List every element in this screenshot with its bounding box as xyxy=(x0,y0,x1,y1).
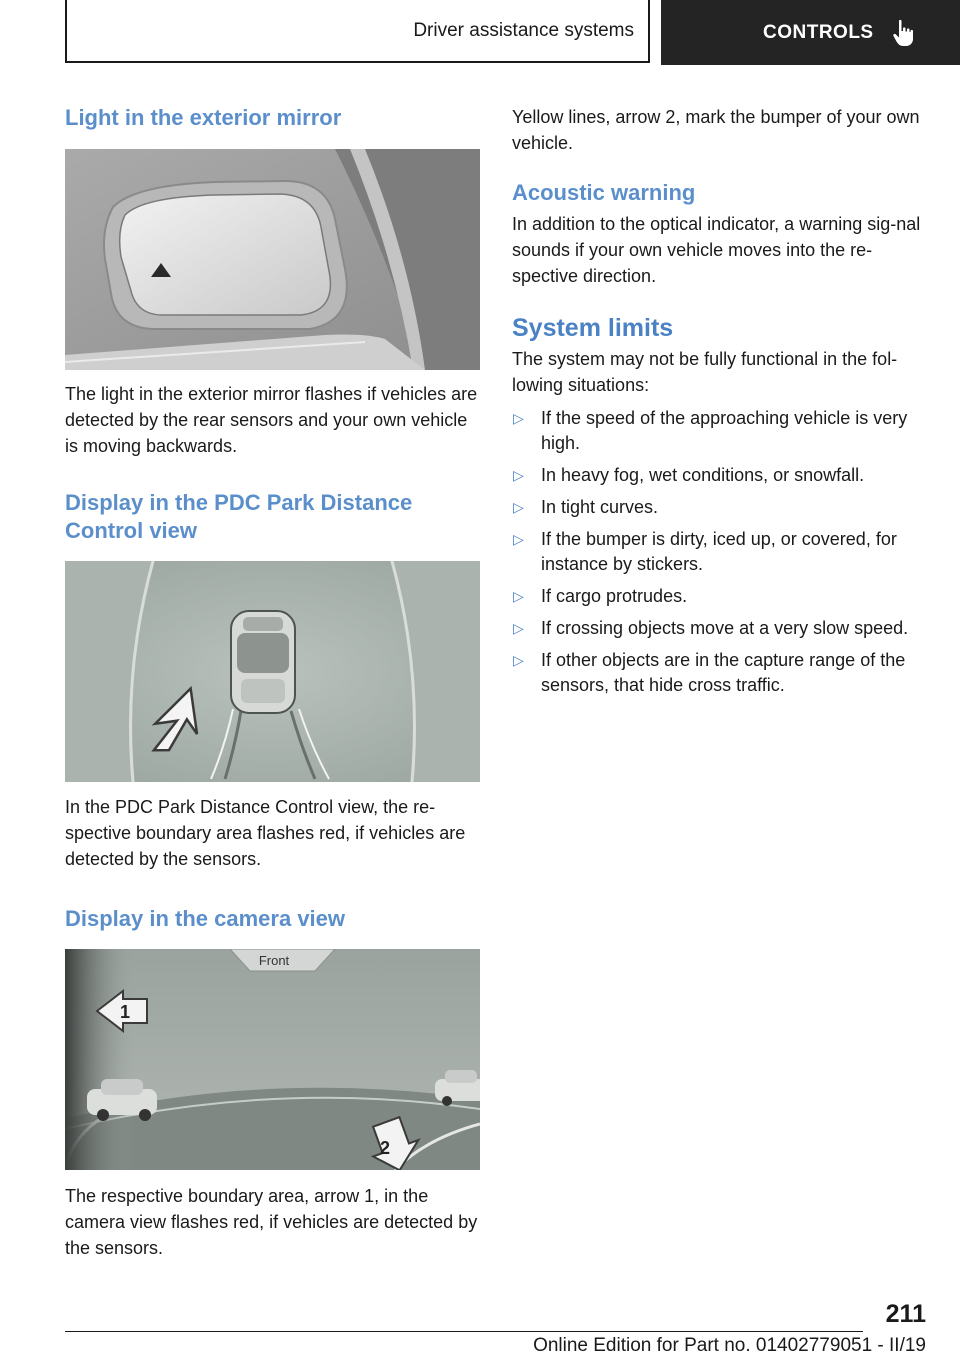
page-header xyxy=(0,0,960,66)
triangle-right-outline-icon: ▷ xyxy=(513,588,524,604)
triangle-right-outline-icon: ▷ xyxy=(513,620,524,636)
list-item: ▷ If the bumper is dirty, iced up, or covered, for instance by stickers. xyxy=(513,529,897,574)
mirror-figure xyxy=(65,149,480,370)
footer-divider xyxy=(65,1331,863,1332)
list-item: ▷ If the speed of the approaching vehicle is very high. xyxy=(513,408,908,453)
acoustic-text: In addition to the optical indicator, a warning sig-nal sounds if your own vehicle moves into the re-spective direction. xyxy=(512,214,921,286)
right-column xyxy=(512,100,930,705)
list-item: ▷ If cargo protrudes. xyxy=(512,584,930,609)
list-item: ▷ In heavy fog, wet conditions, or snowfall. xyxy=(512,463,930,488)
chapter-title: CONTROLS xyxy=(763,21,874,43)
list-item: ▷ If other objects are in the capture range of the sensors, that hide cross traffic. xyxy=(513,650,906,695)
triangle-right-outline-icon: ▷ xyxy=(513,499,524,515)
camera-front-label: Front xyxy=(258,953,290,968)
list-item: ▷ If crossing objects move at a very slow speed. xyxy=(512,616,930,641)
triangle-right-outline-icon: ▷ xyxy=(513,652,524,668)
triangle-right-outline-icon: ▷ xyxy=(513,410,524,426)
camera-arrow-1-label: 1 xyxy=(119,1002,131,1022)
chapter-tab xyxy=(661,0,960,65)
camera-text: The respective boundary area, arrow 1, in the camera view flashes red, if vehicles are detected by the sensors. xyxy=(65,1186,478,1258)
page-number: 211 xyxy=(885,1300,926,1328)
pdc-text: In the PDC Park Distance Control view, the re-spective boundary area flashes red, if vehicles are detected by the sensors. xyxy=(65,797,466,869)
limits-intro: The system may not be fully functional in the fol-lowing situations: xyxy=(512,349,898,395)
edition-text: Online Edition for Part no. 01402779051 - II/19 xyxy=(533,1335,926,1356)
camera-figure xyxy=(65,949,480,1170)
triangle-right-outline-icon: ▷ xyxy=(513,467,524,483)
left-column xyxy=(65,100,480,1261)
acoustic-heading: Acoustic warning xyxy=(512,180,696,205)
pointing-hand-icon xyxy=(892,19,914,47)
pdc-heading: Display in the PDC Park Distance Control view xyxy=(65,490,413,543)
pdc-figure xyxy=(65,561,480,782)
list-item: ▷ In tight curves. xyxy=(512,495,930,520)
limits-heading: System limits xyxy=(512,314,674,342)
mirror-heading: Light in the exterior mirror xyxy=(65,105,342,130)
triangle-right-outline-icon: ▷ xyxy=(513,531,524,547)
yellow-lines-text: Yellow lines, arrow 2, mark the bumper of your own vehicle. xyxy=(512,107,920,153)
camera-heading: Display in the camera view xyxy=(65,906,346,931)
limits-list xyxy=(512,406,930,698)
section-title: Driver assistance systems xyxy=(65,0,650,63)
mirror-text: The light in the exterior mirror flashes if vehicles are detected by the rear sensors and your own vehicle is moving backwards. xyxy=(65,384,478,456)
camera-arrow-2-label: 2 xyxy=(379,1138,391,1158)
